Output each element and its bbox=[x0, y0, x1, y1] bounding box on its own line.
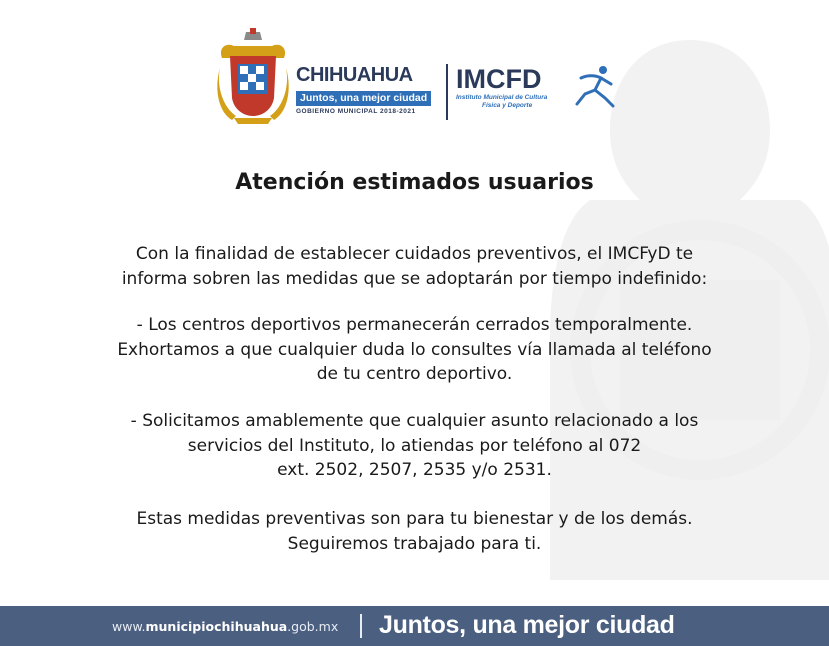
imcfd-wordmark: IMCFD bbox=[456, 64, 542, 94]
notice-paragraph-centers-closed bbox=[0, 313, 829, 387]
text-line: ext. 2502, 2507, 2535 y/o 2531. bbox=[277, 460, 552, 480]
header-logos bbox=[216, 28, 626, 128]
notice-paragraph-closing bbox=[0, 507, 829, 556]
text-line: Con la finalidad de establecer cuidados preventivos, el IMCFyD te bbox=[135, 244, 694, 264]
chihuahua-slogan: Juntos, una mejor ciudad bbox=[296, 91, 431, 106]
text-line: Estas medidas preventivas son para tu bienestar y de los demás. bbox=[136, 509, 693, 529]
text-line: servicios del Instituto, lo atiendas por teléfono al 072 bbox=[187, 435, 642, 456]
text-line: de tu centro deportivo. bbox=[316, 364, 513, 384]
text-line: Seguiremos trabajado para ti. bbox=[287, 533, 542, 554]
url-domain: municipiochihuahua bbox=[145, 619, 288, 634]
notice-paragraph-phone-contact bbox=[0, 409, 829, 483]
imcfd-subtitle-line2: Física y Deporte bbox=[482, 102, 533, 109]
footer-divider bbox=[360, 614, 362, 638]
imcfd-subtitle-line1: Instituto Municipal de Cultura bbox=[456, 94, 548, 101]
text-line: - Solicitamos amablemente que cualquier asunto relacionado a los bbox=[130, 411, 699, 431]
city-crest-logo bbox=[216, 28, 290, 124]
text-line: informa sobren las medidas que se adoptarán por tiempo indefinido: bbox=[121, 268, 708, 289]
notice-paragraph-intro bbox=[0, 242, 829, 291]
text-line: - Los centros deportivos permanecerán cerrados temporalmente. bbox=[136, 315, 693, 335]
text-line: Exhortamos a que cualquier duda lo consultes vía llamada al teléfono bbox=[117, 339, 712, 360]
logo-divider bbox=[446, 64, 448, 120]
url-prefix: www. bbox=[112, 619, 146, 634]
chihuahua-gov-period: GOBIERNO MUNICIPAL 2018-2021 bbox=[296, 108, 416, 115]
chihuahua-logo-block bbox=[296, 64, 446, 115]
footer-website-link[interactable] bbox=[112, 619, 338, 634]
runner-icon bbox=[573, 64, 619, 108]
chihuahua-wordmark: CHIHUAHUA bbox=[296, 64, 413, 86]
url-suffix: .gob.mx bbox=[287, 619, 339, 634]
notice-title: Atención estimados usuarios bbox=[235, 170, 594, 195]
footer-bar bbox=[0, 606, 829, 646]
footer-slogan: Juntos, una mejor ciudad bbox=[379, 611, 675, 639]
